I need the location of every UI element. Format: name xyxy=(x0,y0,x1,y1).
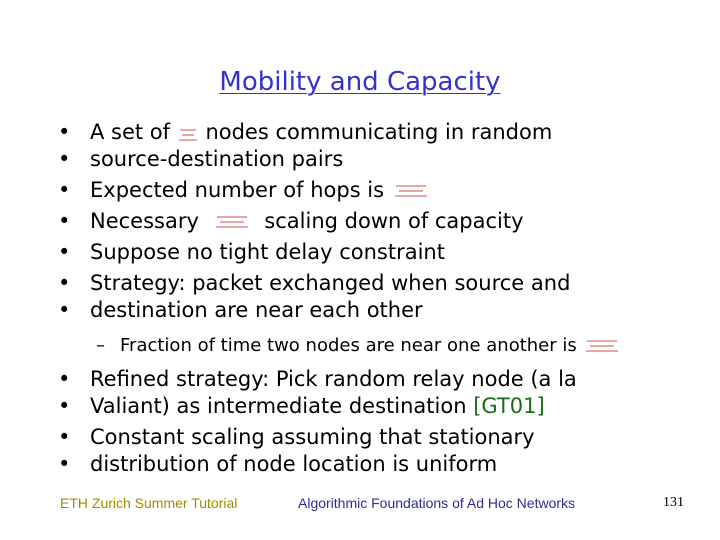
bullet-continuation xyxy=(56,449,696,480)
footer-left-text: ETH Zurich Summer Tutorial xyxy=(60,495,238,511)
bullet-text: nodes communicating in random xyxy=(205,120,553,144)
sub-bullet-item xyxy=(56,332,696,360)
formula-image-placeholder xyxy=(391,181,431,201)
sub-bullet-text: Fraction of time two nodes are near one another is xyxy=(120,335,577,356)
bullet-text: distribution of node location is uniform xyxy=(90,452,498,476)
bullet-text: Refined strategy: Pick random relay node (a la xyxy=(90,367,577,391)
bullet-text: Valiant) as intermediate destination xyxy=(90,394,467,418)
formula-image-placeholder xyxy=(582,336,622,356)
bullet-text: Constant scaling assuming that stationary xyxy=(90,425,535,449)
bullet-text: destination are near each other xyxy=(90,298,423,322)
footer-center-text: Algorithmic Foundations of Ad Hoc Networks xyxy=(298,495,576,511)
bullet-text: Suppose no tight delay constraint xyxy=(90,240,445,264)
formula-image-placeholder xyxy=(177,125,199,141)
bullet-text: A set of xyxy=(90,120,171,144)
bullet-continuation xyxy=(56,391,696,422)
bullet-item xyxy=(56,206,696,237)
slide-title: Mobility and Capacity xyxy=(219,67,501,97)
bullet-item xyxy=(56,175,696,206)
bullet-text: scaling down of capacity xyxy=(264,209,524,233)
bullet-continuation xyxy=(56,295,696,326)
page-number: 131 xyxy=(663,495,684,510)
bullet-list xyxy=(56,117,696,480)
bullet-text: Expected number of hops is xyxy=(90,178,385,202)
bullet-continuation xyxy=(56,144,696,175)
citation-reference: [GT01] xyxy=(473,394,545,418)
bullet-text: Strategy: packet exchanged when source and xyxy=(90,271,571,295)
formula-image-placeholder xyxy=(206,212,258,232)
bullet-text: Necessary xyxy=(90,209,199,233)
bullet-text: source-destination pairs xyxy=(90,147,344,171)
bullet-item xyxy=(56,237,696,268)
